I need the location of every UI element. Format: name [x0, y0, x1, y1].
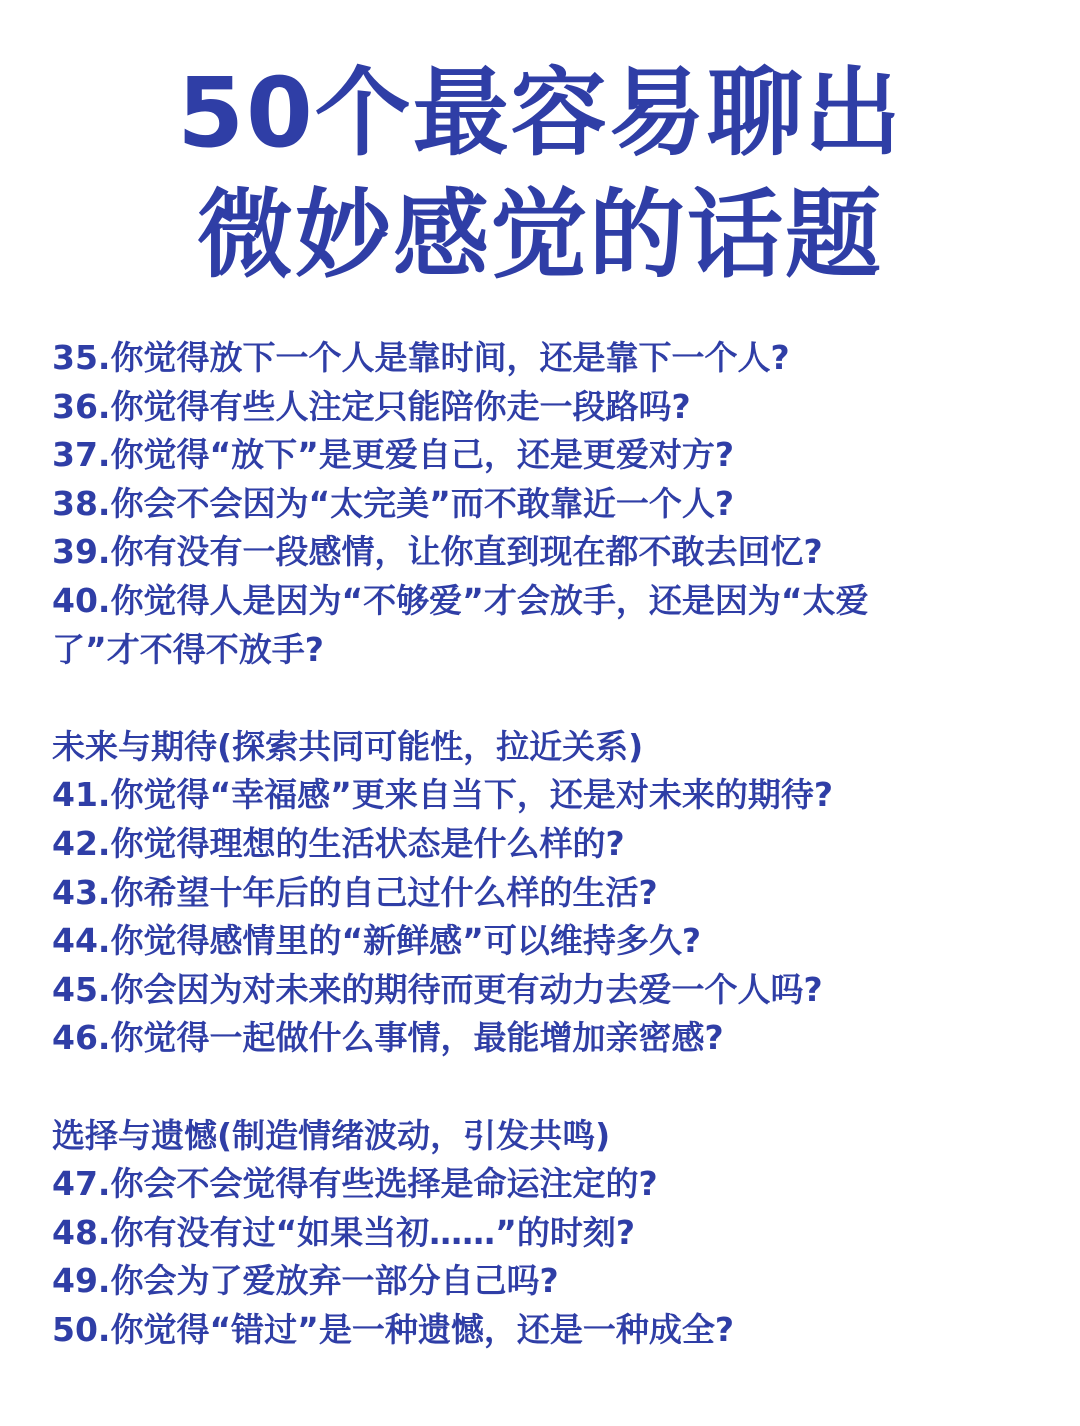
topic-40-continued: 了”才不得不放手? [52, 629, 324, 669]
topic-49: 49.你会为了爱放弃一部分自己吗? [52, 1261, 559, 1301]
section-gap [52, 674, 1032, 723]
topic-47: 47.你会不会觉得有些选择是命运注定的? [52, 1164, 658, 1204]
topic-42: 42.你觉得理想的生活状态是什么样的? [52, 823, 625, 863]
section-heading-future: 未来与期待(探索共同可能性，拉近关系) [52, 726, 644, 766]
title-line-2: 微妙感觉的话题 [197, 179, 883, 291]
title-line-1: 50个最容易聊出 [177, 57, 903, 169]
topic-37: 37.你觉得“放下”是更爱自己，还是更爱对方? [52, 435, 734, 475]
topic-list [52, 334, 1032, 1354]
topic-48: 48.你有没有过“如果当初……”的时刻? [52, 1212, 635, 1252]
topic-41: 41.你觉得“幸福感”更来自当下，还是对未来的期待? [52, 775, 833, 815]
topic-40: 40.你觉得人是因为“不够爱”才会放手，还是因为“太爱 [52, 580, 869, 620]
topic-44: 44.你觉得感情里的“新鲜感”可以维持多久? [52, 921, 701, 961]
topic-39: 39.你有没有一段感情，让你直到现在都不敢去回忆? [52, 532, 823, 572]
section-gap [52, 1063, 1032, 1112]
topic-45: 45.你会因为对未来的期待而更有动力去爱一个人吗? [52, 969, 823, 1009]
section-heading-choices: 选择与遗憾(制造情绪波动，引发共鸣) [52, 1115, 611, 1155]
topic-35: 35.你觉得放下一个人是靠时间，还是靠下一个人? [52, 338, 790, 377]
topic-43: 43.你希望十年后的自己过什么样的生活? [52, 872, 658, 912]
topic-36: 36.你觉得有些人注定只能陪你走一段路吗? [52, 386, 691, 426]
topic-50: 50.你觉得“错过”是一种遗憾，还是一种成全? [52, 1309, 734, 1349]
topic-46: 46.你觉得一起做什么事情，最能增加亲密感? [52, 1018, 724, 1058]
topic-38: 38.你会不会因为“太完美”而不敢靠近一个人? [52, 483, 734, 523]
